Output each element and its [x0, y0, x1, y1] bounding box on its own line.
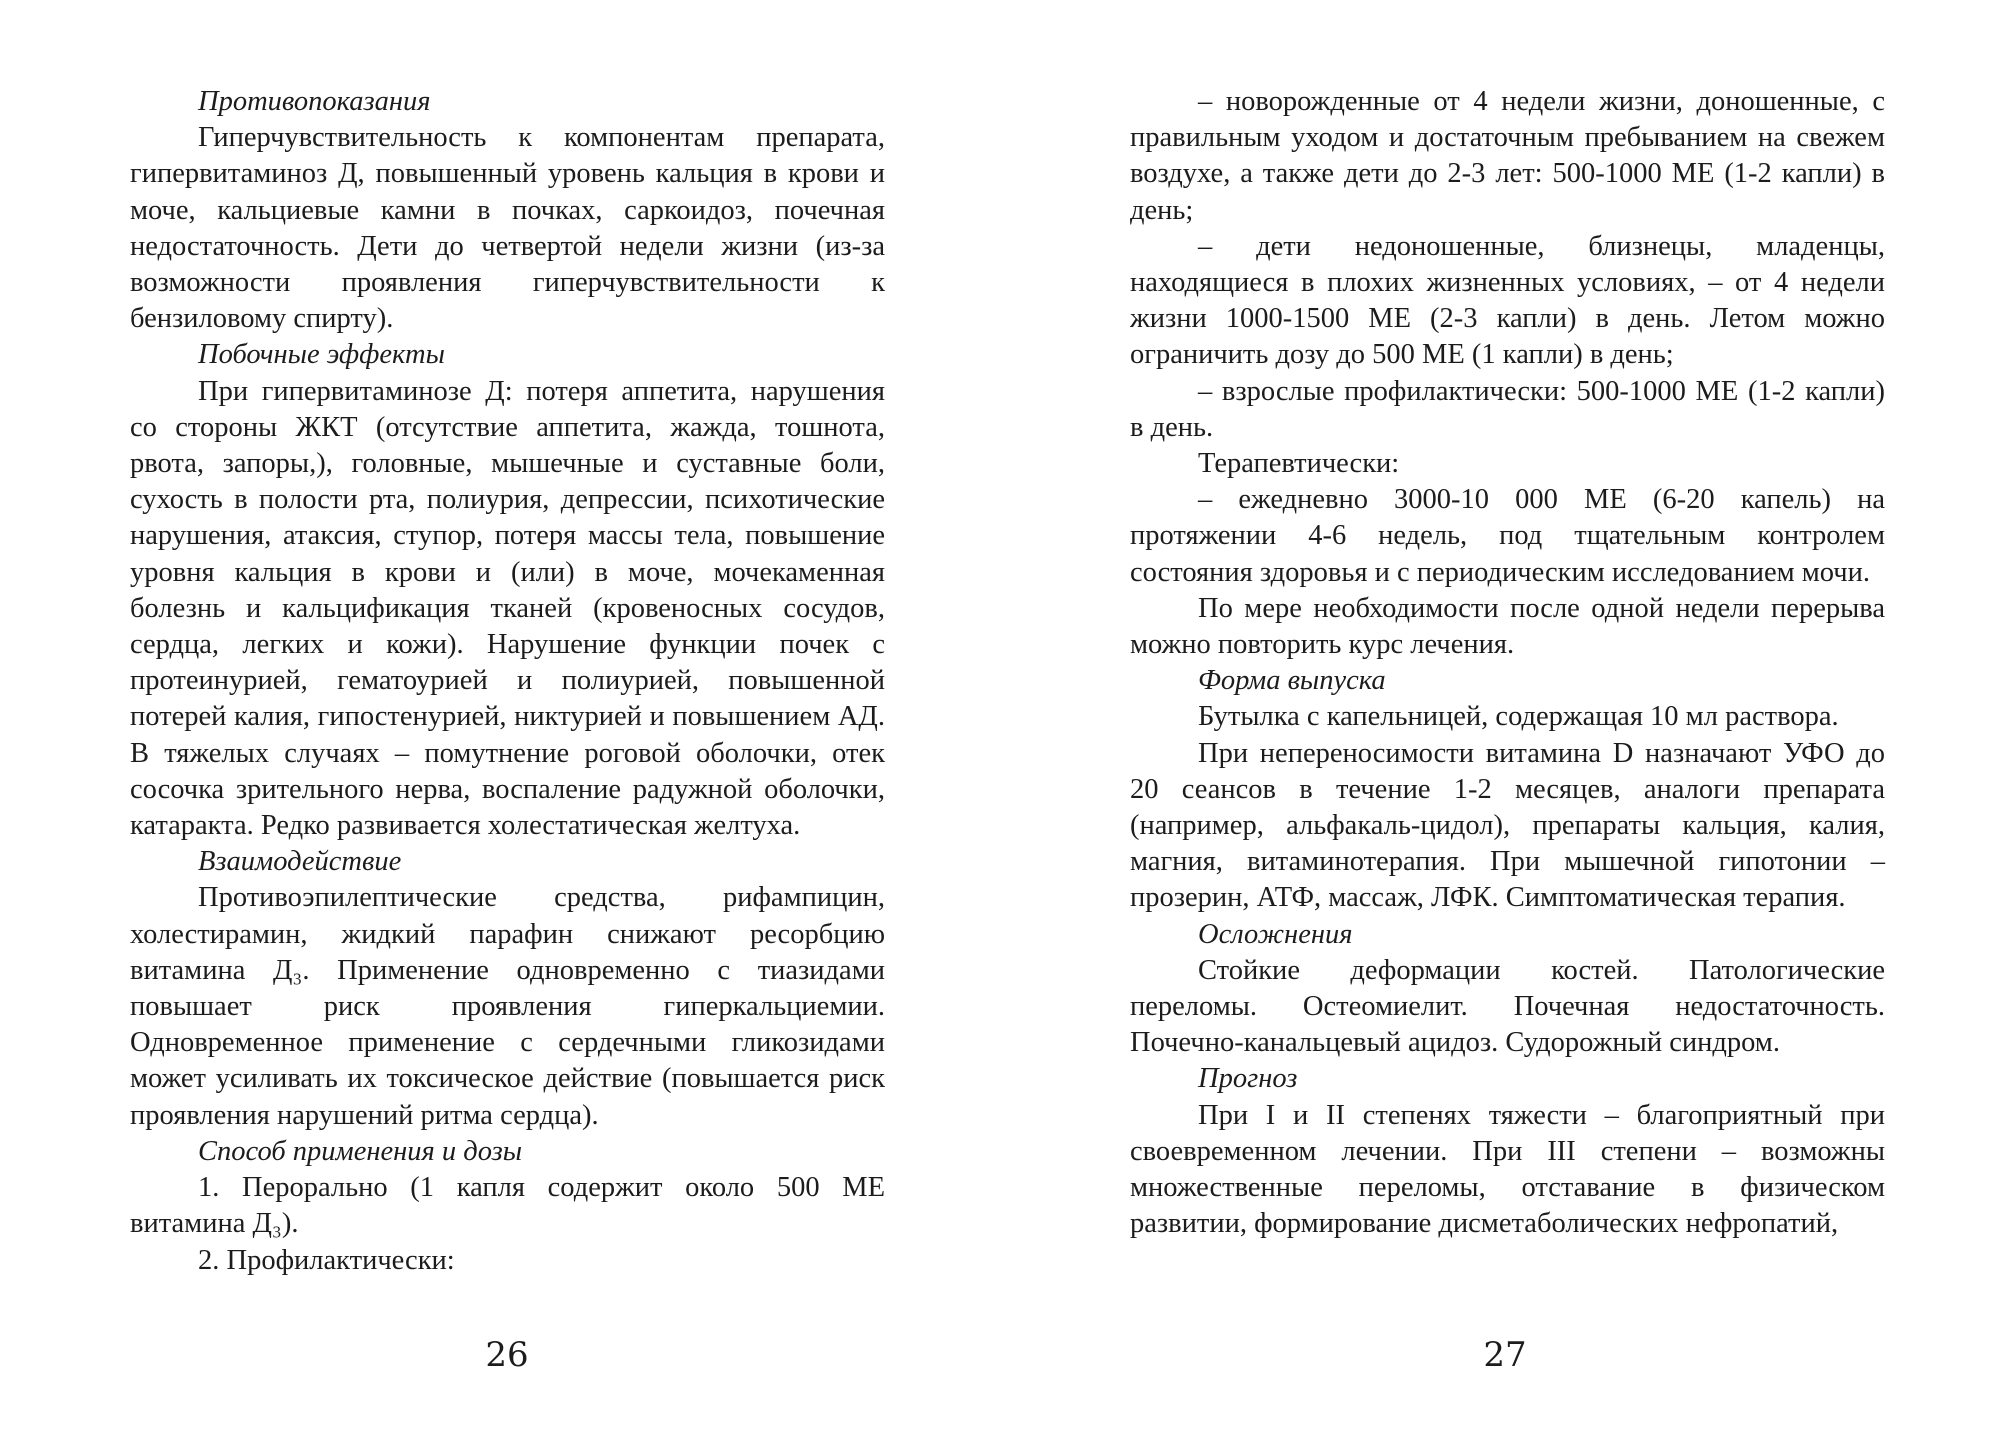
paragraph: Стойкие деформации костей. Патологические переломы. Остеомиелит. Почечная недостаточность. Почечно-канальцевый ацидоз. Судорожный синдром. — [1130, 954, 1885, 1059]
section-heading-complications: Осложнения — [1198, 918, 1353, 950]
list-item: – ежедневно 3000-10 000 МЕ (6-20 капель) на протяжении 4-6 недель, под тщательным контролем состояния здоровья и с периодическим исследованием мочи. — [1130, 484, 1885, 588]
list-item: – дети недоношенные, близнецы, младенцы, находящиеся в плохих жизненных условиях, – от 4 недели жизни 1000-1500 МЕ (2-3 капли) в день. Летом можно ограничить дозу до 500 МЕ (1 капли) в день; — [1130, 230, 1885, 371]
section-heading-contraindications: Противопоказания — [198, 86, 431, 117]
list-item: – взрослые профилактически: 500-1000 МЕ (1-2 капли) в день. — [1130, 375, 1885, 443]
list-item: – новорожденные от 4 недели жизни, доношенные, с правильным уходом и достаточным пребыванием на свежем воздухе, а также дети до 2-3 лет: 500-1000 МЕ (1-2 капли) в день; — [1130, 86, 1885, 226]
paragraph: По мере необходимости после одной недели перерыва можно повторить курс лечения. — [1130, 592, 1885, 661]
section-heading-release-form: Форма выпуска — [1198, 665, 1386, 697]
paragraph: 1. Перорально (1 капля содержит около 500 МЕ витамина Д₃). — [130, 1172, 885, 1240]
paragraph: Терапевтически: — [1198, 448, 1400, 480]
page-number: 27 — [1483, 1335, 1527, 1375]
section-heading-interactions: Взаимодействие — [198, 846, 402, 878]
section-heading-prognosis: Прогноз — [1198, 1063, 1298, 1095]
paragraph: Гиперчувствительность к компонентам препарата, гипервитаминоз Д, повышенный уровень кальция в крови и моче, кальциевые камни в почках, саркоидоз, почечная недостаточность. Дети до четвертой недели жизни (из-за возможности проявления гиперчувствительности к бензиловому спирту). — [130, 122, 885, 335]
page-number: 26 — [485, 1335, 529, 1375]
paragraph: При I и II степенях тяжести – благоприятный при своевременном лечении. При III степени – возможны множественные переломы, отставание в физическом развитии, формирование дисметаболических нефропатий, — [1130, 1099, 1885, 1240]
section-heading-side-effects: Побочные эффекты — [198, 339, 445, 371]
paragraph: Бутылка с капельницей, содержащая 10 мл раствора. — [1198, 701, 1839, 733]
paragraph: При гипервитаминозе Д: потеря аппетита, нарушения со стороны ЖКТ (отсутствие аппетита, жажда, тошнота, рвота, запоры,), головные, мышечные и суставные боли, сухость в полости рта, полиурия, депрессии, психотические нарушения, атаксия, ступор, потеря массы тела, повышение уровня кальция в крови и (или) в моче, мочекаменная болезнь и кальцификация тканей (кровеносных сосудов, сердца, легких и кожи). Нарушение функции почек с протеинурией, гематоурией и полиурией, повышенной потерей калия, гипостенурией, никтурией и повышением АД. В тяжелых случаях – помутнение роговой оболочки, отек сосочка зрительного нерва, воспаление радужной оболочки, катаракта. Редко развивается холестатическая желтуха. — [130, 375, 885, 842]
paragraph: Противоэпилептические средства, рифампицин, холестирамин, жидкий парафин снижают ресорбцию витамина Д₃. Применение одновременно с тиазидами повышает риск проявления гиперкальциемии. Одновременное применение с сердечными гликозидами может усиливать их токсическое действие (повышается риск проявления нарушений ритма сердца). — [130, 882, 885, 1131]
paragraph: 2. Профилактически: — [198, 1244, 455, 1276]
left-page-text — [130, 84, 885, 1279]
right-page — [1000, 0, 2000, 1451]
right-page-text — [1130, 84, 1885, 1243]
section-heading-dosage: Способ применения и дозы — [198, 1135, 523, 1167]
paragraph: При непереносимости витамина D назначают УФО до 20 сеансов в течение 1-2 месяцев, аналоги препарата (например, альфакаль-цидол), препараты кальция, калия, магния, витаминотерапия. При мышечной гипотонии – прозерин, АТФ, массаж, ЛФК. Симптоматическая терапия. — [1130, 737, 1885, 914]
